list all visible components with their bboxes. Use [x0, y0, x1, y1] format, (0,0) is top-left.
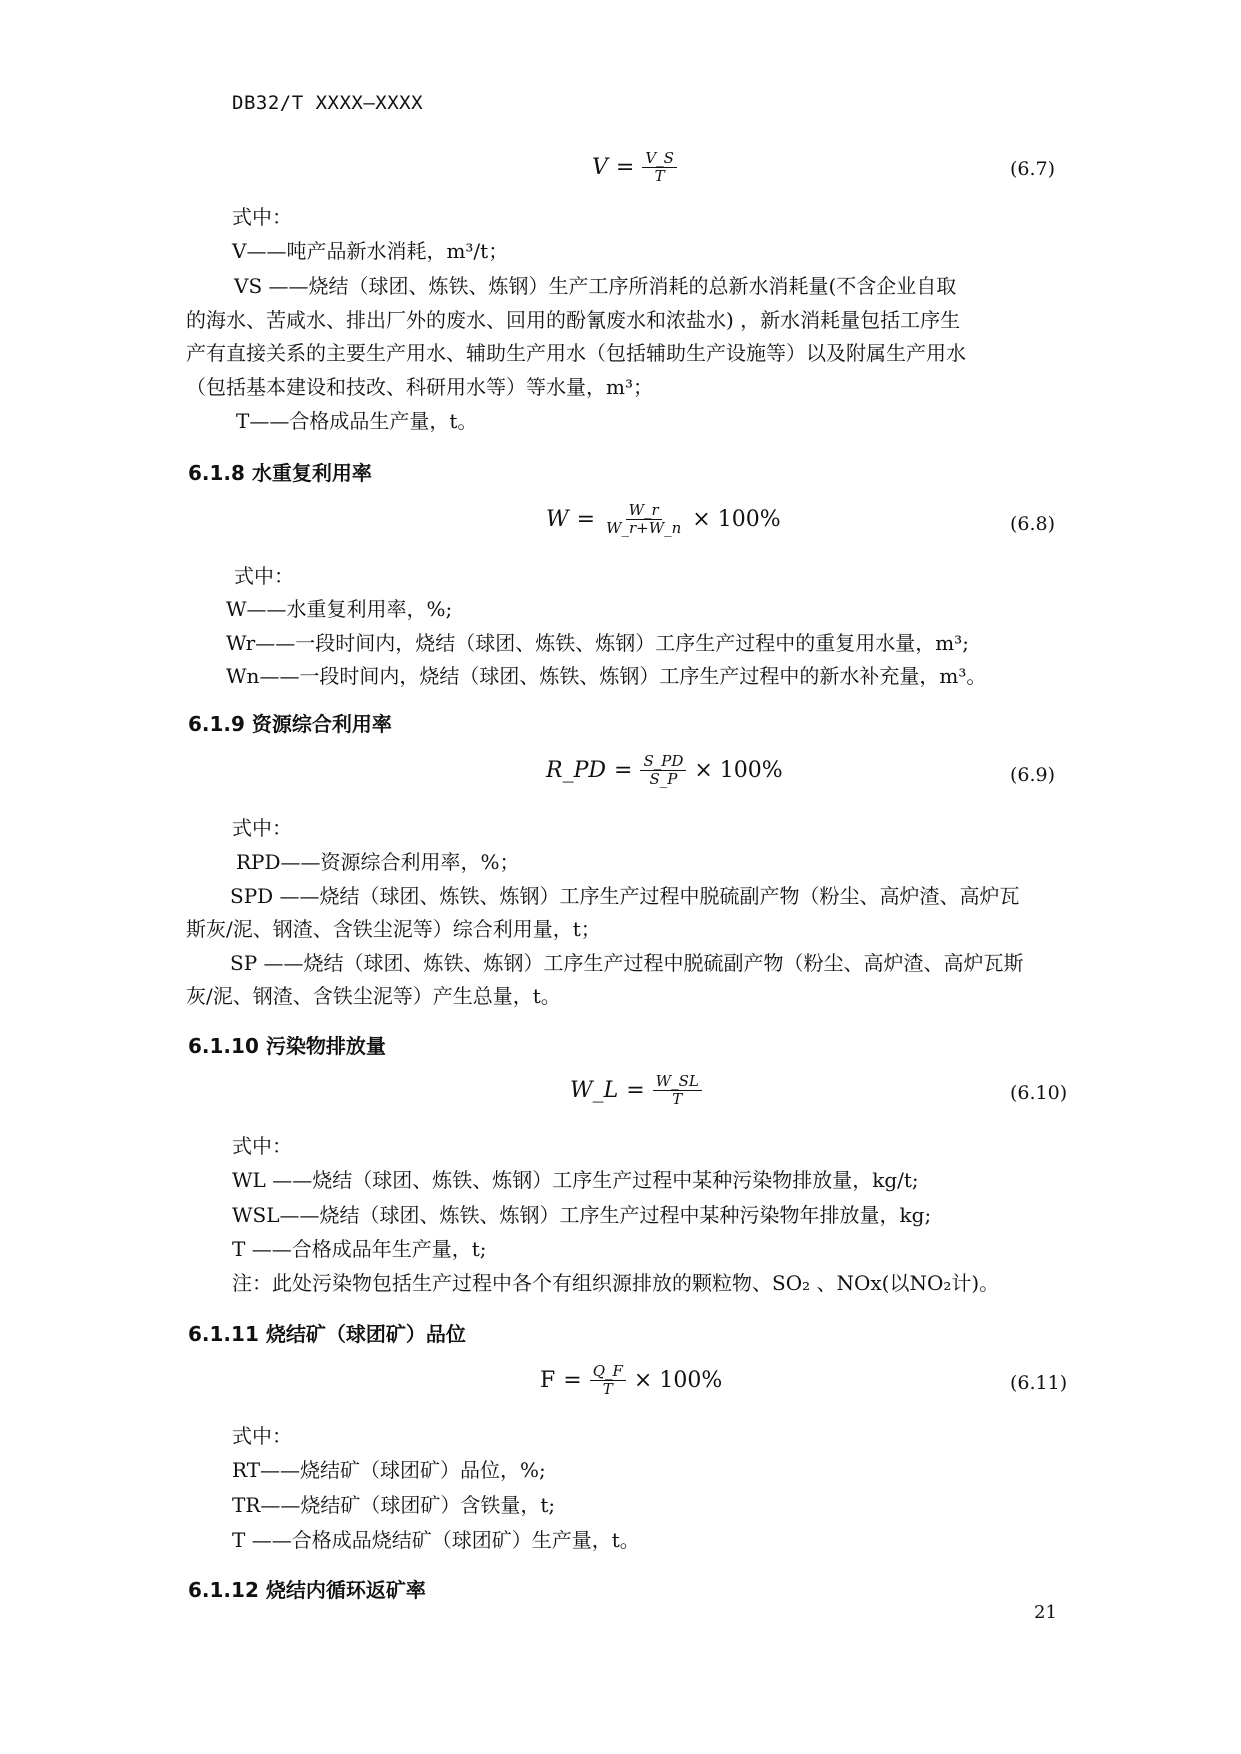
section-heading-6-1-9: 6.1.9 资源综合利用率	[188, 712, 392, 736]
where-label: 式中：	[232, 1134, 292, 1158]
fraction-numerator: W_SL	[653, 1073, 702, 1091]
formula-lhs: R_PD	[546, 758, 607, 783]
fraction-numerator: V_S	[642, 150, 677, 168]
formula-6-8	[546, 502, 781, 537]
definition-t-annual: T ——合格成品年生产量，t;	[232, 1237, 487, 1261]
formula-tail: × 100%	[692, 507, 781, 532]
fraction-numerator: Q_F	[590, 1363, 626, 1381]
definition-spd-cont: 斯灰/泥、钢渣、含铁尘泥等）综合利用量，t；	[186, 917, 601, 941]
page-number: 21	[1034, 1602, 1057, 1623]
formula-fraction	[603, 502, 684, 537]
definition-t-sinter: T ——合格成品烧结矿（球团矿）生产量，t。	[232, 1528, 640, 1552]
equation-number-6-9: (6.9)	[1010, 764, 1056, 786]
definition-sp-cont: 灰/泥、钢渣、含铁尘泥等）产生总量，t。	[186, 984, 561, 1008]
where-label: 式中：	[232, 816, 292, 840]
fraction-denominator: T	[654, 167, 665, 185]
definition-spd: SPD ——烧结（球团、炼铁、炼钢）工序生产过程中脱硫副产物（粉尘、高炉渣、高炉瓦	[230, 884, 1020, 908]
definition-v: V——吨产品新水消耗，m³/t；	[232, 239, 509, 263]
section-heading-6-1-10: 6.1.10 污染物排放量	[188, 1034, 386, 1058]
equation-number-6-11: (6.11)	[1010, 1372, 1068, 1394]
definition-w: W——水重复利用率，%;	[226, 597, 453, 621]
where-label: 式中：	[232, 205, 292, 229]
fraction-denominator: T	[672, 1090, 683, 1108]
formula-6-9	[546, 753, 783, 788]
formula-lhs: V	[592, 155, 608, 180]
formula-equals: =	[563, 1368, 582, 1393]
definition-rpd: RPD——资源综合利用率，%；	[236, 850, 520, 874]
definition-sp: SP ——烧结（球团、炼铁、炼钢）工序生产过程中脱硫副产物（粉尘、高炉渣、高炉瓦斯	[230, 951, 1024, 975]
definition-wr: Wr——一段时间内，烧结（球团、炼铁、炼钢）工序生产过程中的重复用水量，m³;	[226, 631, 969, 655]
where-label: 式中：	[232, 1424, 292, 1448]
formula-equals: =	[615, 155, 635, 180]
formula-equals: =	[614, 758, 633, 783]
fraction-denominator: T	[602, 1380, 613, 1398]
formula-lhs: F	[540, 1368, 556, 1393]
formula-fraction	[642, 150, 677, 185]
formula-fraction	[653, 1073, 702, 1108]
definition-vs-cont-1: 的海水、苦咸水、排出厂外的废水、回用的酚氰废水和浓盐水) ，新水消耗量包括工序生	[186, 308, 961, 332]
section-heading-6-1-11: 6.1.11 烧结矿（球团矿）品位	[188, 1322, 466, 1346]
formula-lhs: W	[546, 507, 569, 532]
equation-number-6-7: (6.7)	[1010, 158, 1056, 180]
definition-vs: VS ——烧结（球团、炼铁、炼钢）生产工序所消耗的总新水消耗量(不含企业自取	[234, 274, 957, 298]
definition-vs-cont-2: 产有直接关系的主要生产用水、辅助生产用水（包括辅助生产设施等）以及附属生产用水	[186, 341, 966, 365]
formula-tail: × 100%	[694, 758, 783, 783]
definition-wn: Wn——一段时间内，烧结（球团、炼铁、炼钢）工序生产过程中的新水补充量，m³。	[226, 664, 987, 688]
standard-code-header: DB32/T XXXX—XXXX	[232, 92, 424, 114]
formula-6-11	[540, 1363, 722, 1398]
formula-equals: =	[576, 507, 596, 532]
formula-6-10	[570, 1073, 702, 1108]
where-label: 式中：	[234, 564, 294, 588]
formula-equals: =	[626, 1078, 645, 1103]
formula-tail: × 100%	[633, 1368, 723, 1393]
definition-rt: RT——烧结矿（球团矿）品位，%;	[232, 1458, 546, 1482]
definition-wl: WL ——烧结（球团、炼铁、炼钢）工序生产过程中某种污染物排放量，kg/t;	[232, 1168, 919, 1192]
definition-wsl: WSL——烧结（球团、炼铁、炼钢）工序生产过程中某种污染物年排放量，kg;	[232, 1203, 932, 1227]
formula-fraction	[590, 1363, 626, 1398]
section-heading-6-1-8: 6.1.8 水重复利用率	[188, 461, 372, 485]
fraction-denominator: W_r+W_n	[606, 519, 682, 537]
formula-6-7	[592, 150, 677, 185]
note-pollutants: 注：此处污染物包括生产过程中各个有组织源排放的颗粒物、SO₂ 、NOx(以NO₂计)。	[232, 1271, 1000, 1295]
fraction-numerator: W_r	[626, 502, 662, 520]
equation-number-6-10: (6.10)	[1010, 1082, 1068, 1104]
fraction-denominator: S_P	[649, 770, 678, 788]
definition-vs-cont-3: （包括基本建设和技改、科研用水等）等水量，m³；	[186, 375, 653, 399]
formula-lhs: W_L	[570, 1078, 619, 1103]
definition-tr: TR——烧结矿（球团矿）含铁量，t;	[232, 1493, 556, 1517]
section-heading-6-1-12: 6.1.12 烧结内循环返矿率	[188, 1578, 426, 1602]
equation-number-6-8: (6.8)	[1010, 513, 1056, 535]
fraction-numerator: S_PD	[640, 753, 686, 771]
definition-t: T——合格成品生产量，t。	[236, 409, 478, 433]
formula-fraction	[640, 753, 686, 788]
